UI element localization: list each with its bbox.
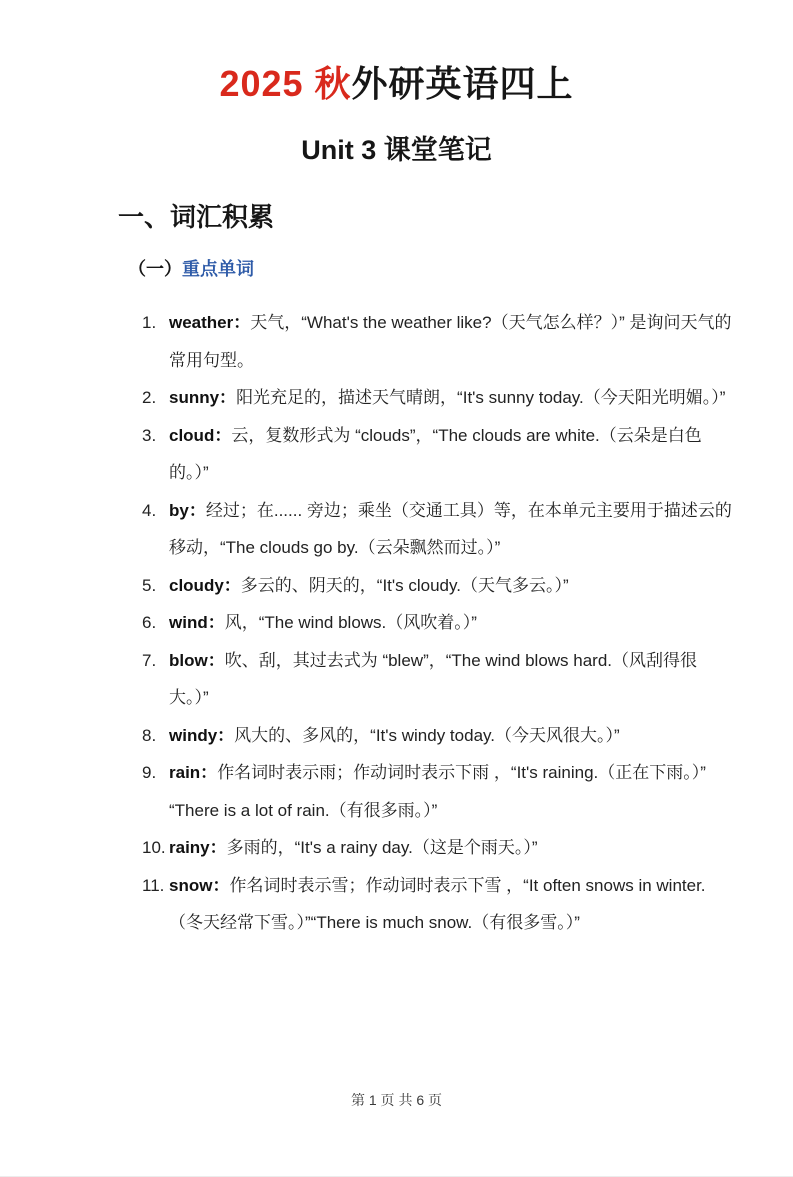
vocab-term: by： bbox=[169, 500, 206, 520]
vocab-term: wind： bbox=[169, 613, 225, 632]
vocab-definition: 作名词时表示雪；作动词时表示下雪 ，“It often snows in winter.（冬天经常下雪。）”“There is much snow.（有很多雪。）” bbox=[169, 875, 706, 932]
item-number: 1. bbox=[142, 313, 157, 332]
vocab-item-cloud bbox=[142, 417, 733, 492]
vocab-definition: 阳光充足的，描述天气晴朗，“It's sunny today.（今天阳光明媚。）” bbox=[236, 388, 726, 407]
vocab-item-wind bbox=[142, 604, 733, 642]
vocab-item-rain bbox=[142, 754, 733, 829]
item-number: 11. bbox=[142, 875, 165, 895]
vocab-term: blow： bbox=[169, 650, 225, 670]
vocab-definition: 多云的、阴天的，“It's cloudy.（天气多云。）” bbox=[240, 575, 569, 595]
vocab-item-snow bbox=[142, 867, 733, 942]
vocab-term: rain： bbox=[169, 763, 218, 782]
vocabulary-list bbox=[142, 304, 733, 942]
vocab-term: sunny： bbox=[169, 388, 237, 407]
vocab-item-cloudy bbox=[142, 567, 733, 605]
vocab-definition: 风大的、多风的，“It's windy today.（今天风很大。）” bbox=[234, 725, 620, 745]
vocab-item-sunny bbox=[142, 379, 733, 417]
vocab-definition: 云，复数形式为 “clouds”，“The clouds are white.（云朵是白色的。）” bbox=[169, 425, 702, 482]
subsection-label: 重点单词 bbox=[182, 259, 254, 279]
vocab-item-windy bbox=[142, 717, 733, 755]
vocab-definition: 多雨的，“It's a rainy day.（这是个雨天。）” bbox=[226, 838, 538, 857]
title-year-term: 2025 秋 bbox=[219, 63, 352, 104]
vocab-definition: 作名词时表示雨；作动词时表示下雨 ，“It's raining.（正在下雨。）”“There is a lot of rain.（有很多雨。）” bbox=[169, 763, 706, 820]
vocab-term: snow： bbox=[169, 875, 230, 895]
vocab-term: windy： bbox=[169, 725, 235, 745]
item-number: 2. bbox=[142, 388, 157, 407]
vocab-term: rainy： bbox=[169, 838, 227, 857]
item-number: 8. bbox=[142, 725, 157, 745]
item-number: 9. bbox=[142, 763, 157, 782]
vocab-term: cloud： bbox=[169, 425, 232, 445]
item-number: 7. bbox=[142, 650, 157, 670]
subsection-prefix: （一） bbox=[128, 259, 182, 279]
vocab-definition: 吹、刮，其过去式为 “blew”，“The wind blows hard.（风刮得很大。）” bbox=[169, 650, 698, 707]
document-page bbox=[0, 56, 793, 1177]
page-number-footer: 第 1 页 共 6 页 bbox=[350, 1092, 443, 1108]
section-heading-vocabulary: 一、词汇积累 bbox=[118, 202, 275, 232]
vocab-item-blow bbox=[142, 642, 733, 717]
item-number: 4. bbox=[142, 500, 157, 520]
vocab-item-weather bbox=[142, 304, 733, 379]
item-number: 5. bbox=[142, 575, 157, 595]
item-number: 3. bbox=[142, 425, 157, 445]
vocab-item-rainy bbox=[142, 829, 733, 867]
item-number: 10. bbox=[142, 838, 166, 857]
title-course-name: 外研英语四上 bbox=[351, 63, 574, 104]
vocab-definition: 天气，“What's the weather like?（天气怎么样？）” 是询问天气的常用句型。 bbox=[169, 313, 732, 370]
vocab-term: weather： bbox=[169, 313, 251, 332]
page-title bbox=[0, 56, 793, 107]
vocab-term: cloudy： bbox=[169, 575, 241, 595]
subsection-heading-key-words bbox=[128, 255, 793, 281]
vocab-definition: 风，“The wind blows.（风吹着。）” bbox=[224, 613, 477, 632]
vocab-definition: 经过；在...... 旁边；乘坐（交通工具）等，在本单元主要用于描述云的移动，“The clouds go by.（云朵飘然而过。）” bbox=[169, 500, 732, 557]
vocab-item-by bbox=[142, 492, 733, 567]
unit-subtitle: Unit 3 课堂笔记 bbox=[301, 135, 492, 165]
item-number: 6. bbox=[142, 613, 157, 632]
